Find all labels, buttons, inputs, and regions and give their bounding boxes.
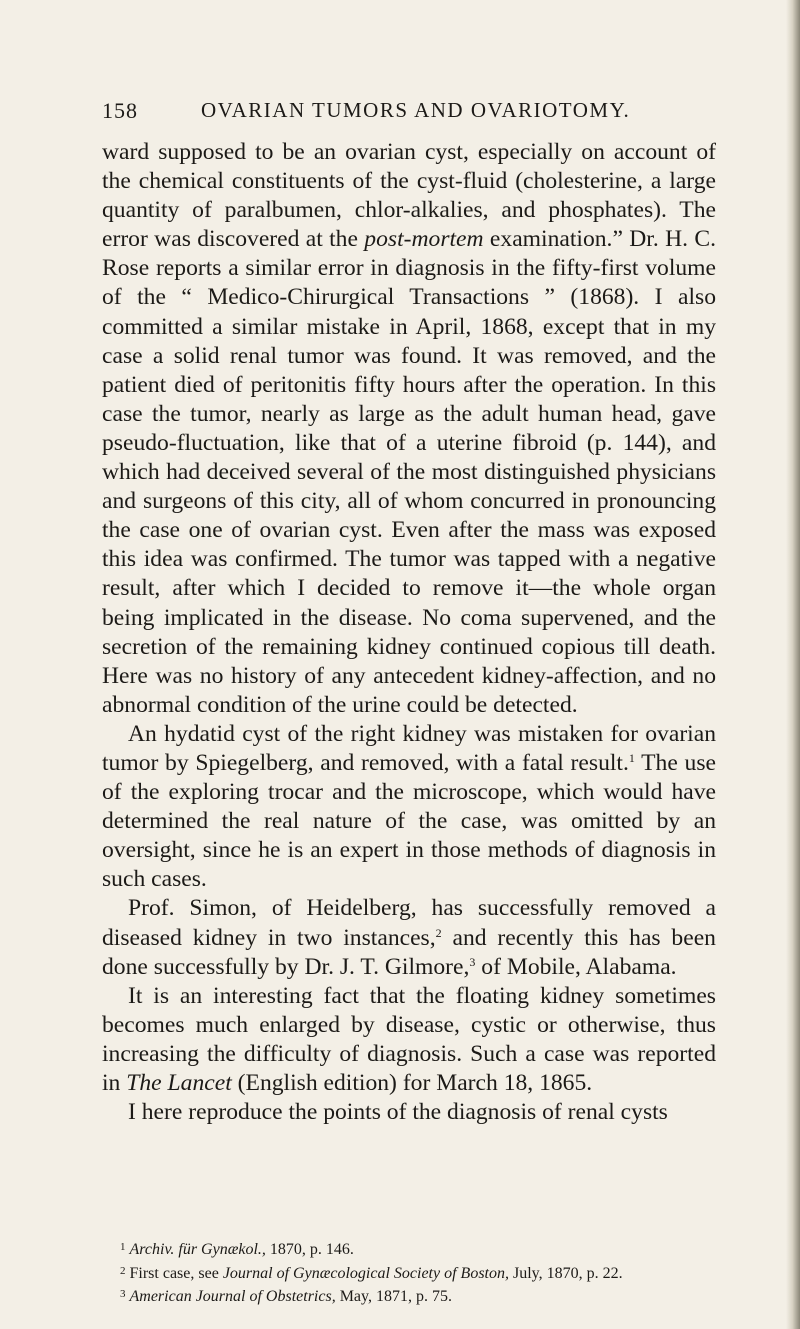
paragraph-4-italic: The Lancet [126,1070,232,1096]
paragraph-5-text-a: I here reproduce the points of the diagnosis of renal cysts [128,1099,668,1126]
paragraph-2 [102,720,716,895]
paragraph-4-text-a: It is an interesting fact that the floating kidney sometimes becomes much enlarged by disease, cystic or otherwise, thus increasing the difficulty of diagnosis. Such a case was reported in [102,982,716,1096]
footnote-1-detail: 1870, p. 146. [265,1241,354,1258]
page-number: 158 [102,98,138,123]
footnote-2-detail: July, 1870, p. 22. [508,1264,623,1282]
paragraph-3-text-c: of Mobile, Alabama. [475,953,677,980]
footnote-3-detail: May, 1871, p. 75. [335,1288,452,1305]
footnote-ref-2: 2 [435,925,442,940]
paragraph-3 [102,894,716,981]
footnote-3-source: American Journal of Obstetrics, [129,1288,336,1305]
paragraph-2-text-a: An hydatid cyst of the right kidney was mistaken for ovarian tumor by Spiegelberg, and removed, with a fatal result. [102,720,716,776]
paragraph-3-text-b: and recently this has been done successfully by Dr. J. T. Gilmore, [102,924,716,980]
paragraph-1-italic: post-mortem [364,226,484,253]
paragraph-5 [102,1098,716,1127]
page-edge-shadow [786,0,800,1329]
paragraph-2-text-b: The use of the exploring trocar and the microscope, which would have determined the real nature of the case, was omitted by an oversight, since he is an expert in those methods of diagnosis in such cases. [102,749,716,893]
footnote-2-mark: 2 [120,1264,126,1277]
footnote-2-prefix: First case, see [129,1264,223,1282]
paragraph-1-text-b: examination.” Dr. H. C. Rose reports a similar error in diagnosis in the fifty-first volume of the “ Medico-Chirurgical Transactions ” (1868). I also committed a similar mistake in April, 1868, except that in my case a solid renal tumor was found. It was removed, and the patient died of peritonitis fifty hours after the operation. In this case the tumor, nearly as large as the adult human head, gave pseudo-fluctuation, like that of a uterine fibroid (p. 144), and which had deceived several of the most distinguished physicians and surgeons of this city, all of whom concurred in pronouncing the case one of ovarian cyst. Even after the mass was exposed this idea was confirmed. The tumor was tapped with a negative result, after which I decided to remove it—the whole organ being implicated in the disease. No coma supervened, and the secretion of the remaining kidney continued copious till death. Here was no history of any antecedent kidney-affection, and no abnormal condition of the urine could be detected. [102,226,716,718]
body-text [102,138,716,1127]
footnote-1-mark: 1 [120,1241,126,1253]
paragraph-1 [102,138,716,720]
footnote-2-source: Journal of Gynæcological Society of Boston, [222,1264,509,1282]
running-title: OVARIAN TUMORS AND OVARIOTOMY. [201,98,631,122]
paragraph-3-text-a: Prof. Simon, of Heidelberg, has successfully removed a diseased kidney in two instances, [102,895,716,951]
running-head [102,98,712,128]
paragraph-4 [102,982,716,1098]
footnote-1-source: Archiv. für Gynækol., [129,1241,266,1258]
footnotes [120,1237,720,1308]
footnote-3-mark: 3 [120,1288,126,1300]
footnote-3 [120,1284,720,1308]
paragraph-4-text-b: (English edition) for March 18, 1865. [231,1070,593,1096]
footnote-ref-3: 3 [469,954,476,969]
paragraph-1-text-a: ward supposed to be an ovarian cyst, especially on account of the chemical constituents of the cyst-fluid (cholesterine, a large quantity of paralbumen, chlor-alkalies, and phosphates). The error was discovered at the [102,139,716,253]
footnote-1 [120,1237,720,1261]
footnote-2 [120,1261,720,1285]
footnote-ref-1: 1 [628,750,635,765]
